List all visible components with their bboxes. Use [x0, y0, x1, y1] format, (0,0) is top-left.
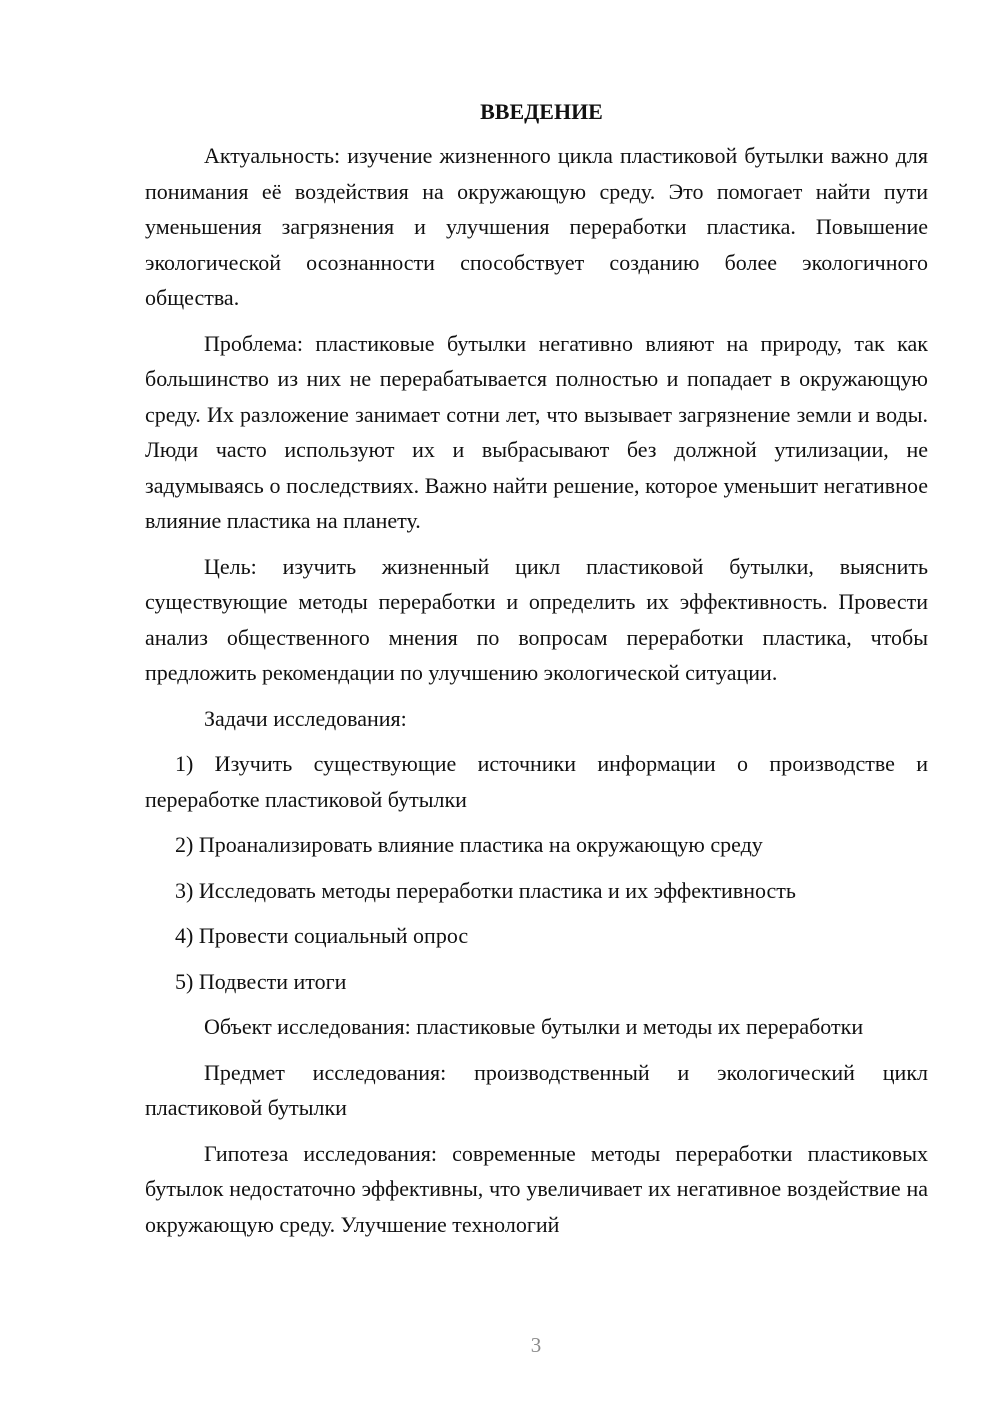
task-item-1: 1) Изучить существующие источники информации о производстве и переработке пластиковой бутылки	[145, 751, 928, 812]
object-paragraph: Объект исследования: пластиковые бутылки и методы их переработки	[204, 1014, 864, 1039]
hypothesis-paragraph: Гипотеза исследования: современные методы переработки пластиковых бутылок недостаточно эффективны, что увеличивает их негативное воздействие на окружающую среду. Улучшение технологий	[145, 1140, 928, 1237]
page-number: 3	[530, 1333, 542, 1357]
task-item-5: 5) Подвести итоги	[175, 968, 347, 994]
page-content	[145, 94, 928, 1252]
task-item-4: 4) Провести социальный опрос	[175, 923, 469, 948]
task-item-2: 2) Проанализировать влияние пластика на окружающую среду	[175, 832, 763, 857]
tasks-heading: Задачи исследования:	[204, 705, 407, 731]
goal-paragraph: Цель: изучить жизненный цикл пластиковой бутылки, выяснить существующие методы переработки и определить их эффективность. Провести анализ общественного мнения по вопросам переработки пластика, чтобы предложить рекомендации по улучшению экологической ситуации.	[145, 553, 928, 685]
page-title: ВВЕДЕНИЕ	[480, 99, 603, 124]
problem-paragraph: Проблема: пластиковые бутылки негативно влияют на природу, так как большинство из них не перерабатывается полностью и попадает в окружающую среду. Их разложение занимает сотни лет, что вызывает загрязнение земли и воды. Люди часто используют их и выбрасывают без должной утилизации, не задумываясь о последствиях. Важно найти решение, которое уменьшит негативное влияние пластика на планету.	[145, 330, 928, 533]
subject-paragraph: Предмет исследования: производственный и экологический цикл пластиковой бутылки	[145, 1059, 928, 1120]
task-item-3: 3) Исследовать методы переработки пластика и их эффективность	[175, 877, 796, 903]
relevance-paragraph: Актуальность: изучение жизненного цикла пластиковой бутылки важно для понимания её воздействия на окружающую среду. Это помогает найти пути уменьшения загрязнения и улучшения переработки пластика. Повышение экологической осознанности способствует созданию более экологичного общества.	[145, 143, 928, 310]
